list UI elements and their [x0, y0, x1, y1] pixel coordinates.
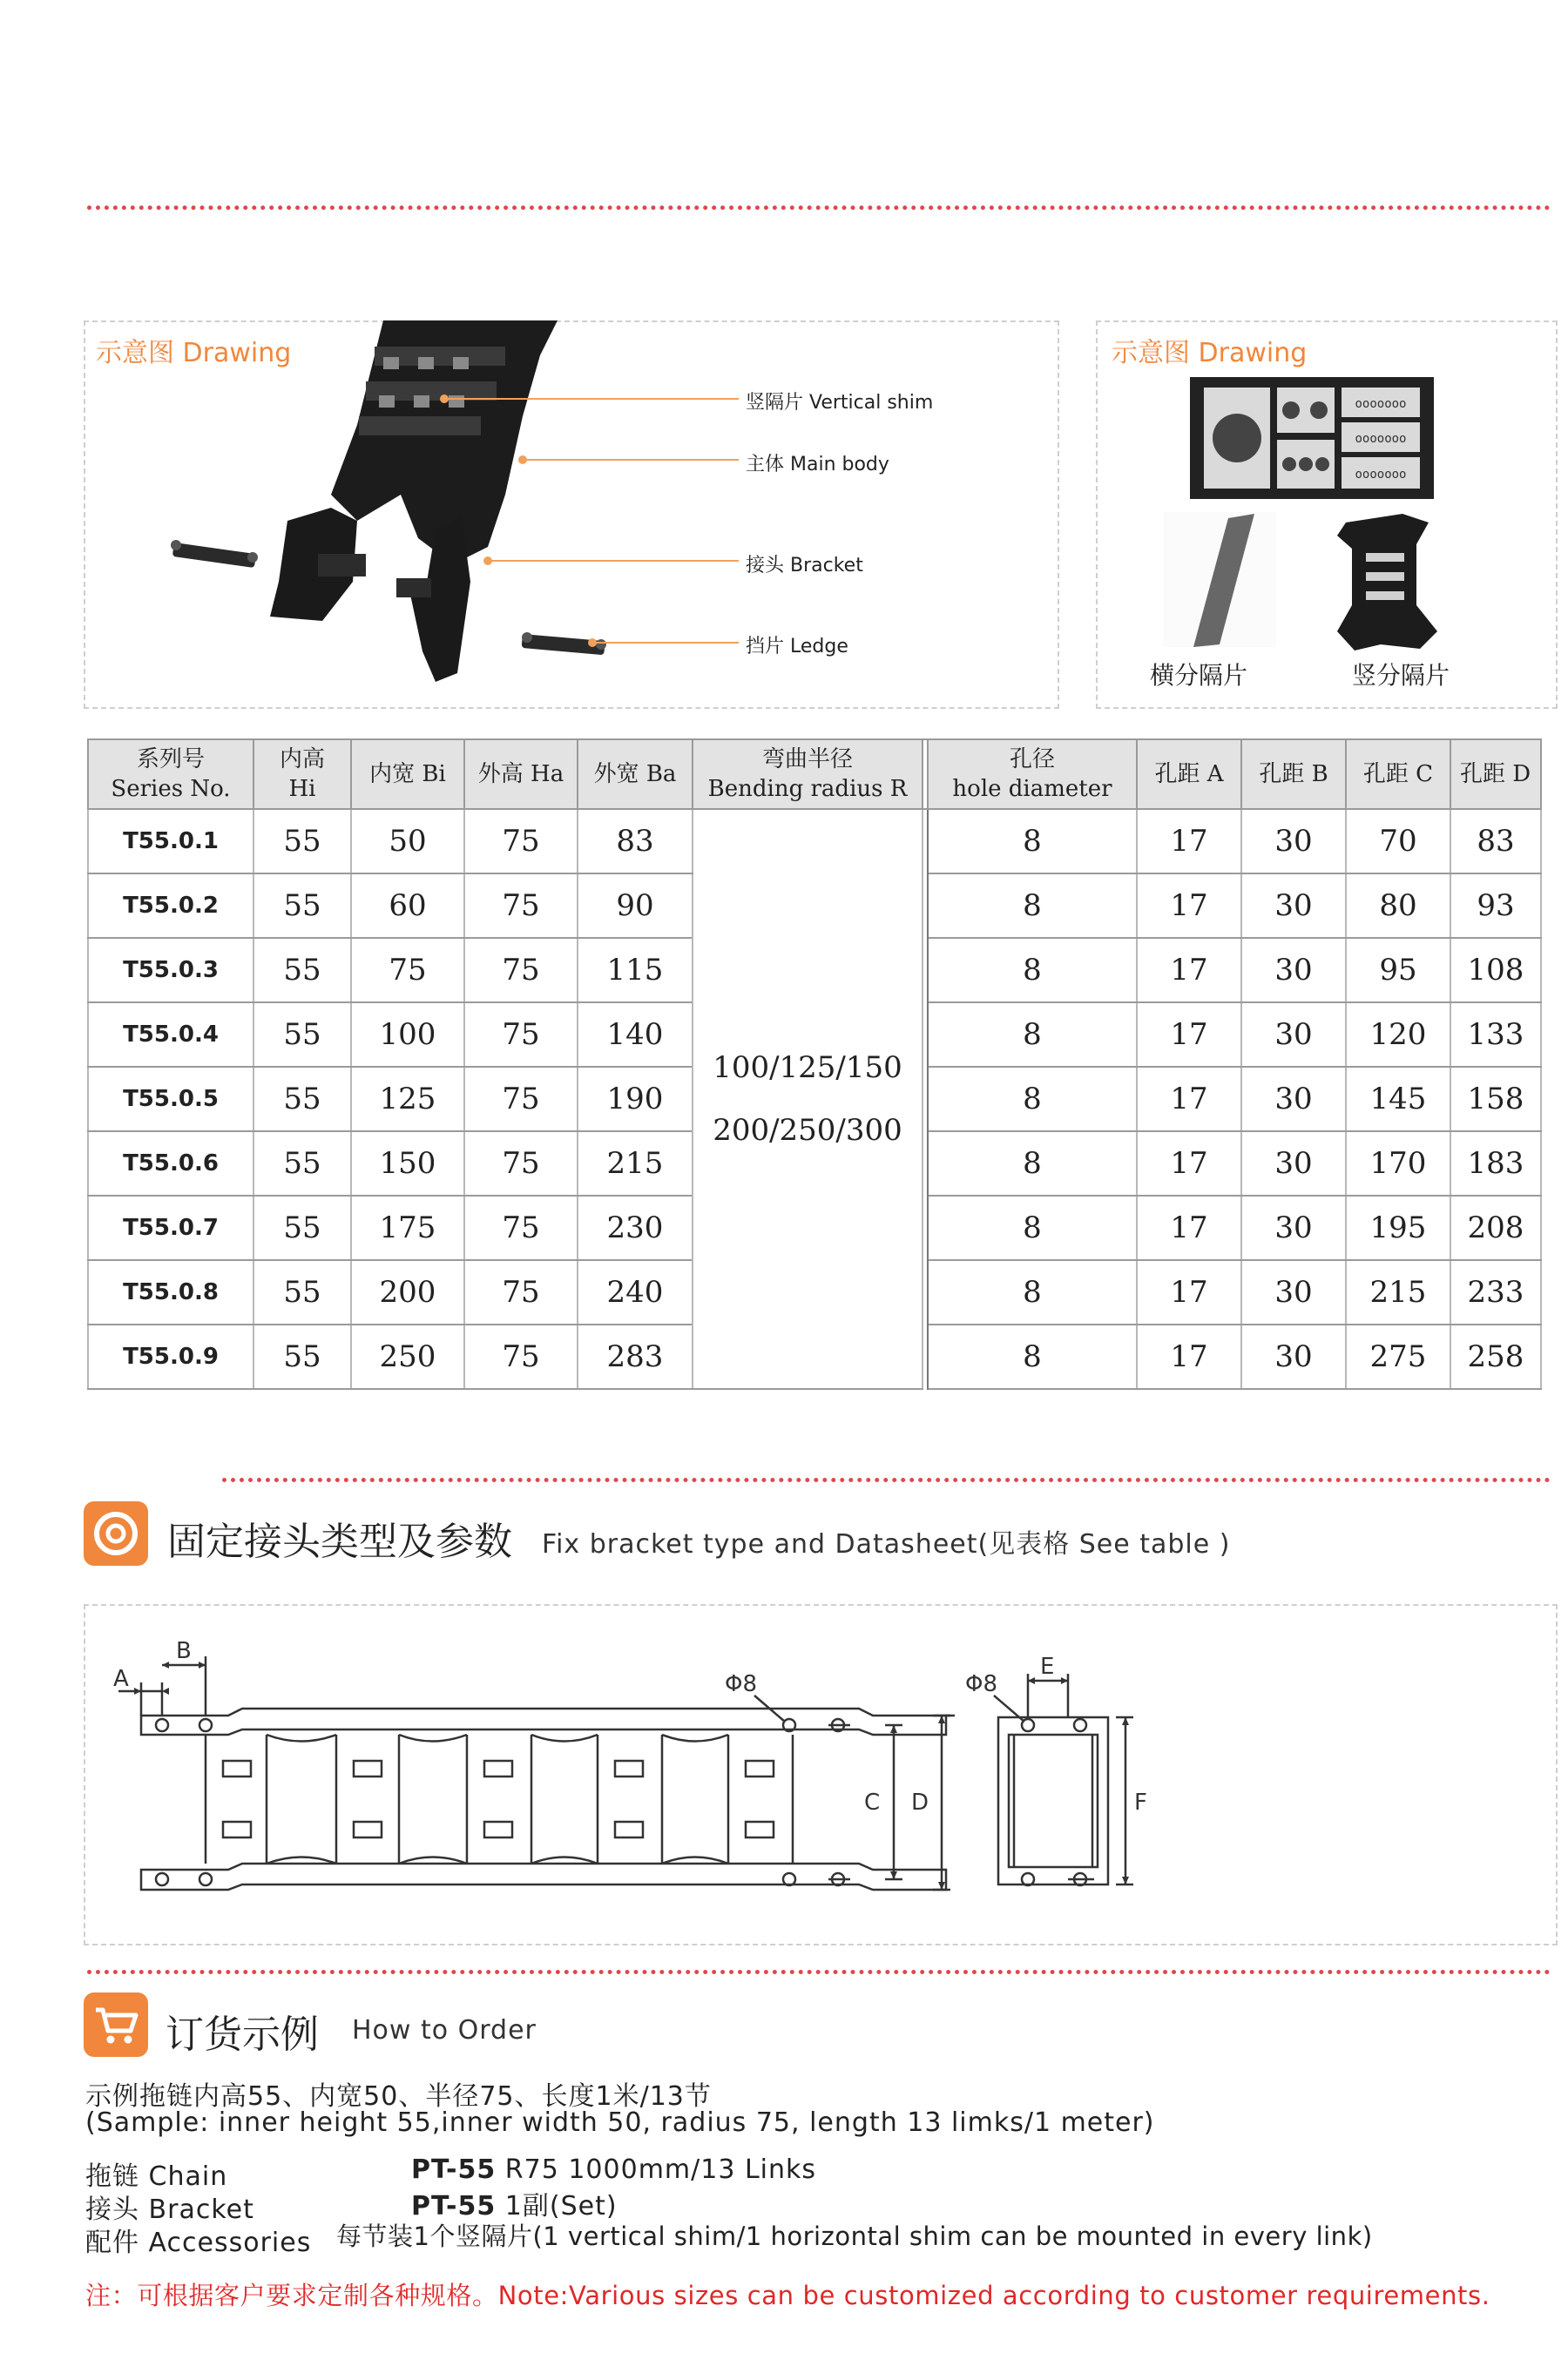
svg-text:ooooooo: ooooooo	[1355, 432, 1407, 446]
table-cell-b: 30	[1241, 809, 1346, 873]
order-accessories-label: 配件 Accessories	[85, 2228, 312, 2258]
order-sample-en: (Sample: inner height 55,inner width 50, radius 75, length 13 limks/1 meter)	[85, 2107, 1155, 2138]
dim-label-phi-left: Φ8	[725, 1671, 758, 1697]
table-cell-ha: 75	[464, 1196, 578, 1260]
table-cell-ba: 115	[578, 938, 693, 1002]
table-cell-d: 133	[1450, 1002, 1541, 1067]
dim-label-b: B	[176, 1638, 192, 1664]
table-cell-series: T55.0.6	[88, 1131, 253, 1196]
order-chain-label: 拖链 Chain	[85, 2161, 228, 2192]
callout-vertical-shim: 竖隔片 Vertical shim	[746, 392, 934, 414]
ledge-left-shape	[171, 540, 258, 568]
table-cell-c: 145	[1346, 1067, 1450, 1131]
header-bending-radius: 弯曲半径 Bending radius R	[693, 739, 923, 809]
table-cell-series: T55.0.7	[88, 1196, 253, 1260]
header-outer-height: 外高 Ha	[464, 739, 578, 809]
table-cell-bi: 175	[351, 1196, 464, 1260]
table-cell-d: 208	[1450, 1196, 1541, 1260]
table-cell-hi: 55	[253, 1067, 351, 1131]
order-accessories-value: 每节装1个竖隔片(1 vertical shim/1 horizontal shim can be mounted in every link)	[336, 2222, 1373, 2251]
table-header-row	[88, 739, 1541, 809]
svg-text:ooooooo: ooooooo	[1355, 397, 1407, 411]
table-cell-hole: 8	[928, 1131, 1137, 1196]
table-cell-a: 17	[1137, 1260, 1241, 1325]
table-cell-bi: 250	[351, 1325, 464, 1389]
table-cell-b: 30	[1241, 1196, 1346, 1260]
table-cell-hi: 55	[253, 809, 351, 873]
bracket-dimension-diagram	[84, 1604, 1558, 1945]
dim-label-a: A	[113, 1666, 129, 1692]
label-horizontal-separator: 横分隔片	[1150, 661, 1248, 690]
drawing-left-title: 示意图 Drawing	[96, 338, 292, 368]
table-cell-a: 17	[1137, 809, 1241, 873]
bracket-left-shape	[270, 508, 366, 621]
bracket-section-icon	[84, 1501, 148, 1566]
table-cell-a: 17	[1137, 1002, 1241, 1067]
order-divider	[87, 1970, 1551, 1974]
bracket-divider	[222, 1478, 1551, 1482]
dim-label-e: E	[1040, 1654, 1055, 1680]
table-cell-c: 80	[1346, 873, 1450, 938]
callout-ledge: 挡片 Ledge	[746, 636, 848, 657]
table-cell-hole: 8	[928, 1196, 1137, 1260]
table-cell-series: T55.0.5	[88, 1067, 253, 1131]
order-section-icon	[84, 1992, 148, 2057]
table-cell-b: 30	[1241, 1260, 1346, 1325]
separator-illustration	[1159, 370, 1542, 671]
table-cell-hi: 55	[253, 1260, 351, 1325]
table-cell-ba: 90	[578, 873, 693, 938]
table-cell-hi: 55	[253, 1131, 351, 1196]
header-inner-height: 内高 Hi	[253, 739, 351, 809]
table-cell-ba: 283	[578, 1325, 693, 1389]
top-divider	[87, 206, 1551, 210]
chain-exploded-illustration	[157, 320, 1063, 704]
table-cell-ha: 75	[464, 938, 578, 1002]
table-cell-series: T55.0.8	[88, 1260, 253, 1325]
bending-radius-line-1: 100/125/150	[713, 1050, 902, 1085]
table-cell-hi: 55	[253, 1196, 351, 1260]
table-cell-ba: 140	[578, 1002, 693, 1067]
table-cell-c: 95	[1346, 938, 1450, 1002]
table-cell-series: T55.0.3	[88, 938, 253, 1002]
order-section-subtitle: How to Order	[352, 2015, 537, 2046]
order-chain-model: PT-55	[411, 2154, 497, 2185]
table-cell-c: 120	[1346, 1002, 1450, 1067]
table-cell-ba: 240	[578, 1260, 693, 1325]
table-cell-bi: 150	[351, 1131, 464, 1196]
table-cell-ha: 75	[464, 1325, 578, 1389]
header-inner-width: 内宽 Bi	[351, 739, 464, 809]
table-cell-series: T55.0.2	[88, 873, 253, 938]
table-cell-hi: 55	[253, 938, 351, 1002]
table-cell-hi: 55	[253, 1325, 351, 1389]
table-cell-ba: 190	[578, 1067, 693, 1131]
table-cell-d: 83	[1450, 809, 1541, 873]
customization-note: 注：可根据客户要求定制各种规格。Note:Various sizes can be customized according to customer requirements.	[85, 2281, 1490, 2310]
table-cell-a: 17	[1137, 1067, 1241, 1131]
table-cell-series: T55.0.9	[88, 1325, 253, 1389]
table-cell-b: 30	[1241, 1067, 1346, 1131]
table-cell-c: 215	[1346, 1260, 1450, 1325]
label-vertical-separator: 竖分隔片	[1352, 661, 1450, 690]
spec-table	[87, 738, 1542, 1390]
table-cell-ba: 83	[578, 809, 693, 873]
table-cell-hole: 8	[928, 1325, 1137, 1389]
order-sample-cn: 示例拖链内高55、内宽50、半径75、长度1米/13节	[85, 2081, 712, 2112]
horizontal-separator-shape	[1163, 512, 1276, 647]
table-cell-hole: 8	[928, 938, 1137, 1002]
order-section-title: 订货示例	[166, 2013, 319, 2057]
drawing-right-title: 示意图 Drawing	[1112, 338, 1308, 368]
table-cell-b: 30	[1241, 1002, 1346, 1067]
header-pitch-d: 孔距 D	[1450, 739, 1541, 809]
callout-bracket: 接头 Bracket	[746, 555, 863, 576]
table-cell-c: 275	[1346, 1325, 1450, 1389]
table-cell-bi: 125	[351, 1067, 464, 1131]
order-chain-spec	[411, 2154, 816, 2185]
table-cell-b: 30	[1241, 873, 1346, 938]
dim-label-phi-right: Φ8	[965, 1671, 998, 1697]
table-cell-hole: 8	[928, 1067, 1137, 1131]
header-pitch-a: 孔距 A	[1137, 739, 1241, 809]
table-cell-b: 30	[1241, 1131, 1346, 1196]
table-cell-b: 30	[1241, 1325, 1346, 1389]
table-cell-d: 183	[1450, 1131, 1541, 1196]
table-cell-ha: 75	[464, 1131, 578, 1196]
table-cell-hole: 8	[928, 873, 1137, 938]
dim-label-d: D	[911, 1790, 929, 1816]
order-bracket-label: 接头 Bracket	[85, 2195, 254, 2225]
table-cell-series: T55.0.4	[88, 1002, 253, 1067]
callout-main-body: 主体 Main body	[746, 454, 889, 475]
table-cell-d: 258	[1450, 1325, 1541, 1389]
table-cell-ha: 75	[464, 809, 578, 873]
table-cell-d: 108	[1450, 938, 1541, 1002]
table-cell-d: 93	[1450, 873, 1541, 938]
table-cell-d: 233	[1450, 1260, 1541, 1325]
table-cell-d: 158	[1450, 1067, 1541, 1131]
header-pitch-c: 孔距 C	[1346, 739, 1450, 809]
table-cell-ha: 75	[464, 1067, 578, 1131]
table-cell-hi: 55	[253, 1002, 351, 1067]
order-bracket-value: 1副(Set)	[496, 2191, 618, 2222]
table-cell-bi: 200	[351, 1260, 464, 1325]
table-cell-bi: 100	[351, 1002, 464, 1067]
bending-radius-line-2: 200/250/300	[713, 1113, 902, 1148]
header-outer-width: 外宽 Ba	[578, 739, 693, 809]
dim-label-c: C	[864, 1790, 881, 1816]
header-hole-diameter: 孔径 hole diameter	[928, 739, 1137, 809]
bracket-section-subtitle: Fix bracket type and Datasheet(见表格 See table )	[542, 1529, 1231, 1560]
table-cell-ha: 75	[464, 873, 578, 938]
table-cell-b: 30	[1241, 938, 1346, 1002]
table-cell-a: 17	[1137, 1325, 1241, 1389]
table-cell-series: T55.0.1	[88, 809, 253, 873]
table-cell-hi: 55	[253, 873, 351, 938]
table-cell-a: 17	[1137, 873, 1241, 938]
table-cell-bending-radius	[693, 809, 923, 1389]
order-chain-value: R75 1000mm/13 Links	[496, 2154, 817, 2185]
table-cell-a: 17	[1137, 1131, 1241, 1196]
table-cell-a: 17	[1137, 938, 1241, 1002]
table-cell-c: 195	[1346, 1196, 1450, 1260]
table-cell-c: 170	[1346, 1131, 1450, 1196]
table-cell-ba: 230	[578, 1196, 693, 1260]
table-cell-ha: 75	[464, 1002, 578, 1067]
chain-cross-section	[1190, 377, 1434, 499]
vertical-separator-shape	[1337, 514, 1437, 651]
bracket-section-title: 固定接头类型及参数	[167, 1520, 512, 1564]
table-cell-hole: 8	[928, 1002, 1137, 1067]
dim-label-f: F	[1134, 1790, 1147, 1816]
svg-text:ooooooo: ooooooo	[1355, 468, 1407, 482]
table-cell-hole: 8	[928, 1260, 1137, 1325]
table-row	[88, 809, 1541, 873]
table-cell-ha: 75	[464, 1260, 578, 1325]
table-cell-c: 70	[1346, 809, 1450, 873]
table-cell-a: 17	[1137, 1196, 1241, 1260]
table-cell-bi: 75	[351, 938, 464, 1002]
header-series: 系列号 Series No.	[88, 739, 253, 809]
table-cell-hole: 8	[928, 809, 1137, 873]
table-cell-bi: 50	[351, 809, 464, 873]
table-cell-bi: 60	[351, 873, 464, 938]
order-bracket-model: PT-55	[411, 2191, 497, 2222]
table-cell-ba: 215	[578, 1131, 693, 1196]
header-pitch-b: 孔距 B	[1241, 739, 1346, 809]
